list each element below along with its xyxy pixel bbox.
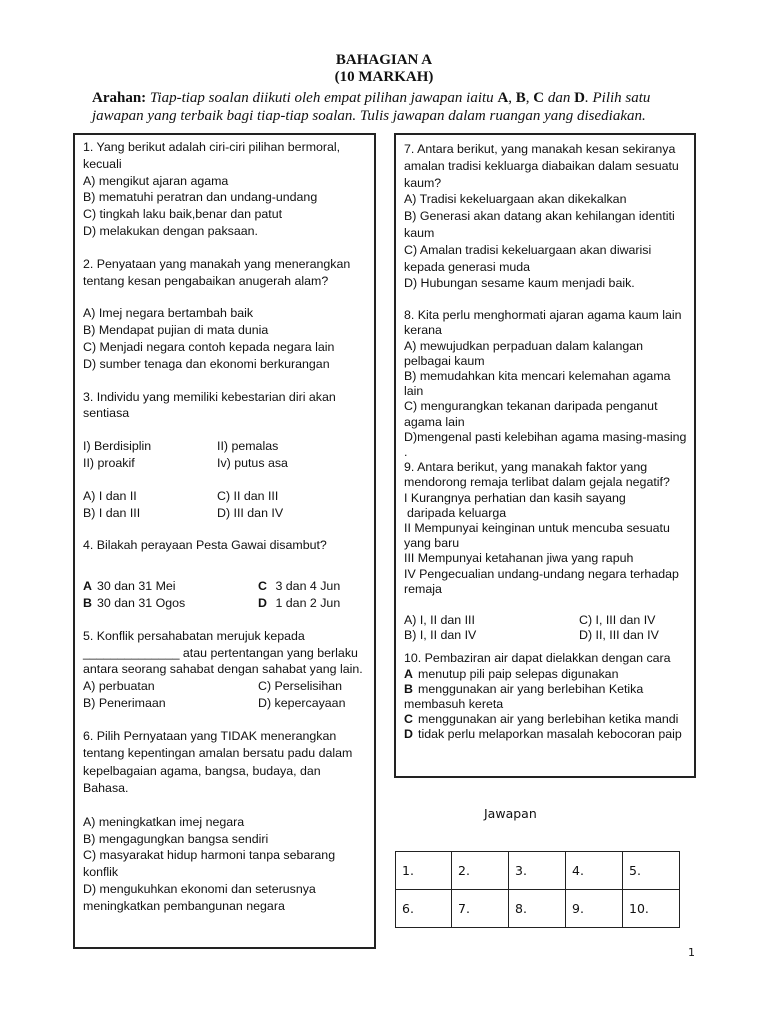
question-7-option-d: D) Hubungan sesame kaum menjadi baik. xyxy=(404,276,635,291)
answer-cell-2[interactable]: 2. xyxy=(452,852,509,890)
question-5-option-d: D) kepercayaan xyxy=(258,695,346,710)
question-8-option-a: A) mewujudkan perpaduan dalam kalangan pelbagai kaum xyxy=(404,338,644,368)
answer-cell-1[interactable]: 1. xyxy=(396,852,452,890)
answer-table xyxy=(395,851,680,928)
answer-cell-4[interactable]: 4. xyxy=(566,852,623,890)
question-3-stem: 3. Individu yang memiliki kebestarian diri akan sentiasa xyxy=(83,389,336,421)
question-10-option-b: B menggunakan air yang berlebihan Ketika membasuh kereta xyxy=(404,681,644,712)
question-9-stem: 9. Antara berikut, yang manakah faktor yang mendorong remaja terlibat dalam gejala negatif? xyxy=(404,460,670,490)
page-number: 1 xyxy=(688,946,695,959)
answer-cell-6[interactable]: 6. xyxy=(396,890,452,928)
question-2-option-d: D) sumber tenaga dan ekonomi berkurangan xyxy=(83,356,330,371)
question-9-option-d: D) II, III dan IV xyxy=(579,628,659,643)
question-2-stem: 2. Penyataan yang manakah yang menerangkan tentang kesan pengabaikan anugerah alam? xyxy=(83,256,351,288)
answer-row-2 xyxy=(396,890,680,928)
question-7-stem: 7. Antara berikut, yang manakah kesan sekiranya amalan tradisi kekluarga diabaikan dalam sesuatu kaum? xyxy=(404,142,679,190)
question-9-item-4: IV Pengecualian undang-undang negara terhadap remaja xyxy=(404,566,679,596)
question-5-option-a: A) perbuatan xyxy=(83,679,155,694)
question-8-option-c: C) mengurangkan tekanan daripada penganut agama lain xyxy=(404,399,658,429)
question-9-item-1-cont: daripada keluarga xyxy=(407,505,507,520)
question-6-option-a: A) meningkatkan imej negara xyxy=(83,814,245,829)
question-7 xyxy=(404,141,687,292)
question-9-option-c: C) I, III dan IV xyxy=(579,613,656,628)
question-9-option-a: A) I, II dan III xyxy=(404,613,475,628)
question-10-stem: 10. Pembaziran air dapat dielakkan dengan cara xyxy=(404,651,671,666)
question-2 xyxy=(83,256,367,373)
question-3-option-c: C) II dan III xyxy=(217,488,279,503)
question-1-option-a: A) mengikut ajaran agama xyxy=(83,173,229,188)
question-3-item-4: Iv) putus asa xyxy=(217,455,288,470)
question-8-stem: 8. Kita perlu menghormati ajaran agama kaum lain kerana xyxy=(404,308,682,338)
question-9-item-3: III Mempunyai ketahanan jiwa yang rapuh xyxy=(404,551,634,566)
question-7-option-c: C) Amalan tradisi kekeluargaan akan diwarisi kepada generasi muda xyxy=(404,242,652,274)
section-title: BAHAGIAN A xyxy=(335,52,433,68)
answer-cell-5[interactable]: 5. xyxy=(623,852,680,890)
question-5-option-c: C) Perselisihan xyxy=(258,679,343,694)
question-1-option-c: C) tingkah laku baik,benar dan patut xyxy=(83,207,283,222)
question-5 xyxy=(83,628,367,712)
question-6-option-b: B) mengagungkan bangsa sendiri xyxy=(83,831,269,846)
question-6-stem: 6. Pilih Pernyataan yang TIDAK menerangkan tentang kepentingan amalan bersatu padu dalam kepelbagaian agama, bangsa, budaya, dan Bahasa. xyxy=(83,728,353,796)
question-8 xyxy=(404,308,687,460)
question-2-option-a: A) Imej negara bertambah baik xyxy=(83,306,254,321)
question-2-option-c: C) Menjadi negara contoh kepada negara lain xyxy=(83,339,335,354)
question-10-option-d: D tidak perlu melaporkan masalah kebocoran paip xyxy=(404,727,682,742)
question-2-option-b: B) Mendapat pujian di mata dunia xyxy=(83,323,269,338)
question-4-option-c: C 3 dan 4 Jun xyxy=(258,579,341,594)
answer-cell-10[interactable]: 10. xyxy=(623,890,680,928)
answer-cell-9[interactable]: 9. xyxy=(566,890,623,928)
questions-right-box xyxy=(394,133,696,778)
question-8-option-d: D)mengenal pasti kelebihan agama masing-masing xyxy=(404,429,687,444)
question-9 xyxy=(404,460,687,643)
question-3-option-a: A) I dan II xyxy=(83,488,137,503)
questions-left-box xyxy=(73,133,376,949)
question-1-option-d: D) melakukan dengan paksaan. xyxy=(83,223,258,238)
question-5-stem-blank: ______________ atau pertentangan yang berlaku xyxy=(83,645,358,660)
question-4-stem: 4. Bilakah perayaan Pesta Gawai disambut? xyxy=(83,538,327,553)
question-1-option-b: B) mematuhi peratran dan undang-undang xyxy=(83,190,318,205)
question-4-option-d: D 1 dan 2 Jun xyxy=(258,595,341,610)
marks-label: (10 MARKAH) xyxy=(334,69,434,85)
answer-row-1 xyxy=(396,852,680,890)
answer-label: Jawapan xyxy=(484,806,537,821)
question-3-option-b: B) I dan III xyxy=(83,505,141,520)
question-10-option-c: C menggunakan air yang berlebihan ketika mandi xyxy=(404,712,679,727)
question-1-stem: 1. Yang berikut adalah ciri-ciri pilihan bermoral, kecuali xyxy=(83,140,341,171)
question-5-stem: 5. Konflik persahabatan merujuk kepada xyxy=(83,628,305,643)
answer-cell-8[interactable]: 8. xyxy=(509,890,566,928)
question-4 xyxy=(83,537,367,611)
question-6-option-c: C) masyarakat hidup harmoni tanpa sebarang konflik xyxy=(83,848,336,880)
question-8-trailing-dot: . xyxy=(404,445,408,459)
question-7-option-a: A) Tradisi kekeluargaan akan dikekalkan xyxy=(404,192,627,207)
question-3-option-d: D) III dan IV xyxy=(217,505,284,520)
question-3-item-3: II) proakif xyxy=(83,455,135,470)
question-3-item-1: I) Berdisiplin xyxy=(83,439,152,454)
question-9-option-b: B) I, II dan IV xyxy=(404,628,477,643)
question-3 xyxy=(83,389,367,522)
question-9-item-2: II Mempunyai keinginan untuk mencuba sesuatu yang baru xyxy=(404,521,670,551)
instructions: Arahan: Tiap-tiap soalan diikuti oleh empat pilihan jawapan iaitu A, B, C dan D. Pilih satu jawapan yang terbaik bagi tiap-tiap soalan. Tulis jawapan dalam ruangan yang disediakan. xyxy=(92,90,651,124)
question-4-option-b: B 30 dan 31 Ogos xyxy=(83,595,186,610)
question-1 xyxy=(83,139,367,240)
question-9-item-1: I Kurangnya perhatian dan kasih sayang xyxy=(404,490,626,505)
question-3-item-2: II) pemalas xyxy=(217,439,279,454)
question-7-option-b: B) Generasi akan datang akan kehilangan identiti kaum xyxy=(404,209,675,240)
question-5-option-b: B) Penerimaan xyxy=(83,695,166,710)
question-6 xyxy=(83,728,367,915)
instructions-label: Arahan: xyxy=(92,90,147,106)
question-10 xyxy=(404,651,687,742)
answer-cell-7[interactable]: 7. xyxy=(452,890,509,928)
question-4-option-a: A 30 dan 31 Mei xyxy=(83,579,176,594)
question-6-option-d: D) mengukuhkan ekonomi dan seterusnya meningkatkan pembangunan negara xyxy=(83,881,316,913)
answer-cell-3[interactable]: 3. xyxy=(509,852,566,890)
question-8-option-b: B) memudahkan kita mencari kelemahan agama lain xyxy=(404,368,671,399)
question-5-stem-end: antara seorang sahabat dengan sahabat yang lain. xyxy=(83,662,363,677)
question-10-option-a: A menutup pili paip selepas digunakan xyxy=(404,666,619,681)
